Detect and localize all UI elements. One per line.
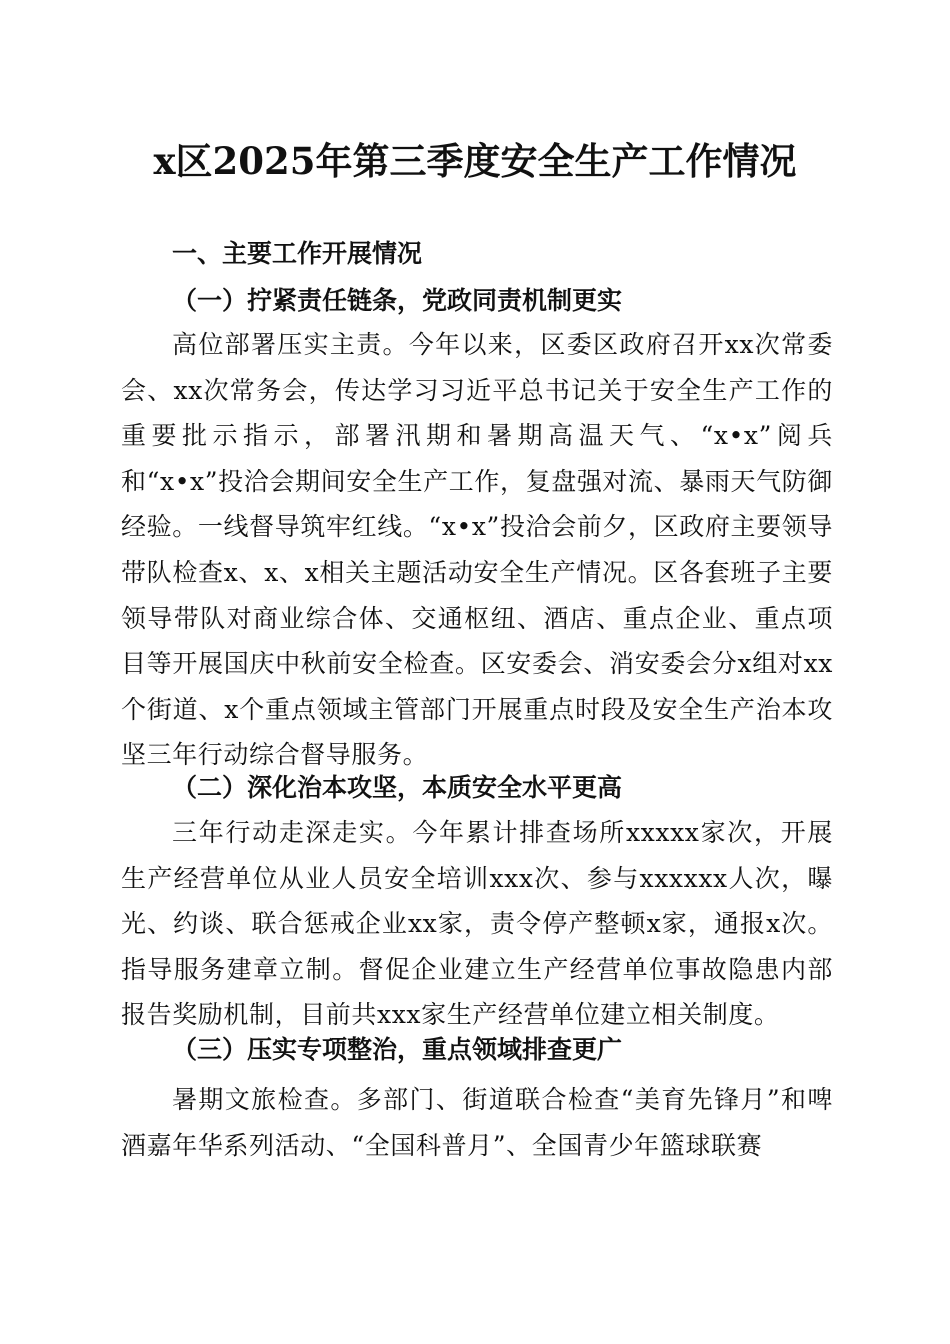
paragraph-2: 三年行动走深走实。今年累计排查场所xxxxx家次，开展生产经营单位从业人员安全培训xxx次、参与xxxxxx人次，曝光、约谈、联合惩戒企业xx家，责令停产整顿x家，通报x次。指导服务建章立制。督促企业建立生产经营单位事故隐患内部报告奖励机制，目前共xxx家生产经营单位建立相关制度。 — [121, 818, 833, 1030]
section-heading: 一、主要工作开展情况 — [172, 239, 423, 268]
paragraph-3: 暑期文旅检查。多部门、街道联合检查“美育先锋月”和啤酒嘉年华系列活动、“全国科普月”、全国青少年篮球联赛 — [121, 1085, 833, 1160]
subsection-heading-1: （一）拧紧责任链条，党政同责机制更实 — [172, 286, 623, 315]
subsection-heading-3: （三）压实专项整治，重点领域排查更广 — [172, 1035, 623, 1064]
paragraph-1: 高位部署压实主责。今年以来，区委区政府召开xx次常委会、xx次常务会，传达学习习近平总书记关于安全生产工作的重要批示指示，部署汛期和暑期高温天气、“x•x”阅兵和“x•x”投洽会期间安全生产工作，复盘强对流、暴雨天气防御经验。一线督导筑牢红线。“x•x”投洽会前夕，区政府主要领导带队检查x、x、x相关主题活动安全生产情况。区各套班子主要领导带队对商业综合体、交通枢纽、酒店、重点企业、重点项目等开展国庆中秋前安全检查。区安委会、消安委会分x组对xx个街道、x个重点领域主管部门开展重点时段及安全生产治本攻坚三年行动综合督导服务。 — [121, 330, 833, 770]
document-title: x区2025年第三季度安全生产工作情况 — [153, 139, 797, 183]
subsection-heading-2: （二）深化治本攻坚，本质安全水平更高 — [172, 773, 623, 802]
